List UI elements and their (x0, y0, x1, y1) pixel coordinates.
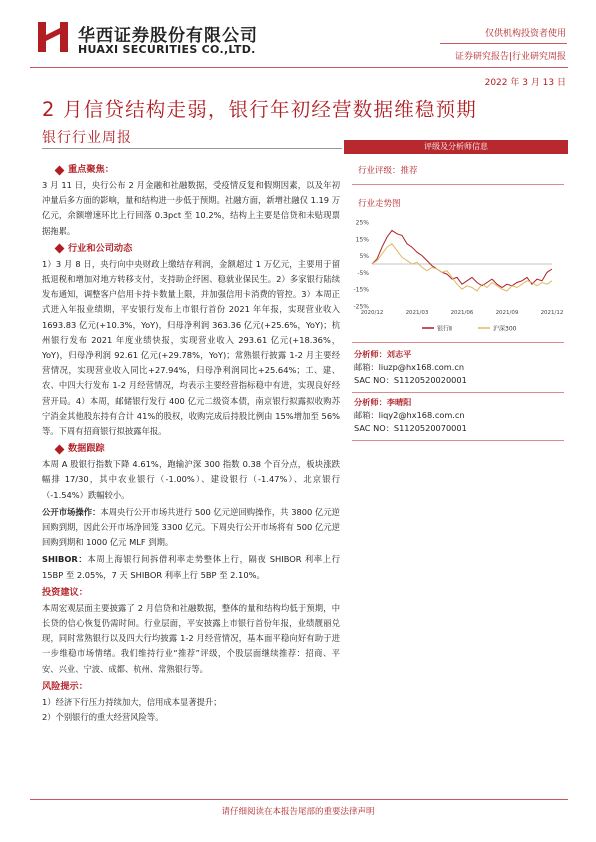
header-divider (440, 43, 567, 44)
x-tick-label: 2021/12 (540, 310, 564, 316)
legend-label: 沪深300 (493, 325, 517, 333)
risk-item: 1）经济下行压力持续加大，信用成本显著提升； (42, 696, 222, 707)
chart-title: 行业走势图 (358, 199, 401, 209)
report-subtitle: 银行行业周报 (42, 130, 132, 146)
y-tick-label: 25% (355, 219, 369, 227)
shibor-label: SHIBOR： (42, 554, 88, 565)
brand-name-en: HUAXI SECURITIES CO.,LTD. (78, 43, 256, 56)
sidebar-heading: 评级及分析师信息 (424, 142, 488, 151)
analyst-sac: SAC NO：S1120520070001 (354, 423, 467, 433)
analyst-name: 分析师：李晴阳 (354, 397, 412, 407)
brand-name-cn: 华西证券股份有限公司 (78, 26, 258, 46)
subtitle-rule (42, 148, 342, 149)
section-risk-heading: 风险提示： (42, 680, 88, 692)
y-tick-label: -25% (353, 303, 369, 311)
sidebar-divider (352, 392, 564, 393)
x-tick-label: 2021/06 (450, 310, 474, 316)
advice-paragraph: 本周宏观层面主要披露了 2 月信贷和社融数据，整体的量和结构均低于预期，中长贷的信心恢复仍需时间。行业层面，平安披露上市银行首份年报，业绩靓丽兑现，同时常熟银行以及四大行均披露 1-2 月经营情况，基本面平稳向好有助于进一步维稳市场情绪。我们维持行业“推荐”评级，个股层面继续推荐：招商、平安、兴业、宁波、成都、杭州、常熟银行等。 (42, 602, 340, 674)
footer-rule (30, 799, 568, 800)
y-tick-label: 5% (359, 253, 369, 261)
x-tick-label: 2020/12 (360, 310, 384, 316)
section-advice-heading: 投资建议： (42, 586, 88, 598)
diamond-bullet-icon (55, 165, 65, 175)
huaxi-logo-icon (38, 22, 68, 52)
risk-item: 2）个别银行的重大经营风险等。 (42, 712, 164, 723)
report-header (0, 0, 596, 70)
analyst-block (354, 396, 467, 435)
legal-footer[interactable]: 请仔细阅读在本报告尾部的重要法律声明 (221, 807, 375, 817)
tracking-paragraph: 本周 A 股银行指数下降 4.61%，跑输沪深 300 指数 0.38 个百分点，板块涨跌幅排 17/30，其中农业银行（-1.00%）、建设银行（-1.47%）、北京银行（-1.54%）跌幅较小。 (42, 459, 340, 500)
analyst-email[interactable]: 邮箱：liqy2@hx168.com.cn (354, 410, 465, 420)
x-tick-label: 2021/03 (405, 310, 429, 316)
shibor-body: 本周上海银行间拆借利率走势整体上行，隔夜 SHIBOR 利率上行 15BP 至 2.05%，7 天 SHIBOR 利率上行 5BP 至 2.10%。 (42, 554, 340, 580)
open-market-body: 本周央行公开市场共进行 500 亿元逆回购操作，共 3800 亿元逆回购到期，因此公开市场净回笼 3300 亿元。下周央行公开市场将有 500 亿元逆回购到期和 1000 亿元 MLF 到期。 (42, 506, 340, 548)
industry-rating: 行业评级：推荐 (358, 166, 418, 176)
analyst-name: 分析师：刘志平 (354, 349, 412, 359)
analyst-block (354, 348, 467, 387)
sidebar-divider (352, 440, 564, 441)
header-rule (30, 67, 568, 68)
open-market-label: 公开市场操作： (42, 506, 101, 517)
y-tick-label: 15% (355, 236, 369, 244)
shibor-paragraph (42, 552, 340, 582)
series-line-bank (372, 230, 552, 287)
industry-trend-chart (346, 214, 564, 338)
sidebar-divider (352, 342, 564, 343)
analyst-email[interactable]: 邮箱：liuzp@hx168.com.cn (354, 362, 465, 372)
report-category: 证券研究报告|行业研究周报 (454, 52, 566, 62)
analyst-sac: SAC NO：S1120520020001 (354, 375, 467, 385)
y-tick-label: -5% (357, 269, 369, 277)
report-date: 2022 年 3 月 13 日 (484, 78, 566, 88)
section-industry-heading: 行业和公司动态 (42, 241, 340, 257)
industry-paragraph: 1）3 月 8 日，央行向中央财政上缴结存利润，金额超过 1 万亿元，主要用于留抵退税和增加对地方转移支付，支持助企纾困、稳就业保民生。2）多家银行陆续发布通知，调整客户信用卡持卡数量上限，并加强信用卡消费的管控。3）本周正式进入年报业绩期，平安银行发布上市银行首份 2021 年年报，实现营业收入 1693.83 亿元(+10.3%，YoY)，归母净利润 363.36 亿元(+25.6%，YoY)；杭州银行发布 2021 年度业绩快报，实现营业收入 293.61 亿元(+18.36%，YoY)，归母净利润 92.61 亿元(+29.78%，YoY)；常熟银行披露 1-2 月主要经营情况，实现营业收入同比+27.94%，归母净利润同比+25.64%；工、建、农、中四大行发布 1-2 月经营情况，均表示主要经营指标稳中有进，实现良好经营开局。4）本周，邮储银行发行 400 亿元二级资本债，南京银行拟露拟收购苏宁消金其他股东持有合计 41%的股权，收购完成后持股比例由 15%增加至 56%等。下周有招商银行拟披露年报。 (42, 258, 340, 437)
legend-label: 银行Ⅱ (437, 325, 452, 333)
focus-paragraph: 3 月 11 日，央行公布 2 月金融和社融数据，受疫情反复和假期因素，以及年初冲量后多方面的影响，量和结构进一步低于预期。社融方面，新增社融仅 1.19 万亿元，余额增速环比上行回落 0.3pct 至 10.2%，结构上主要是信贷和未贴现票据拖累。 (42, 180, 340, 236)
y-tick-label: -15% (353, 286, 369, 294)
sidebar-divider (352, 184, 564, 185)
report-title: 2 月信贷结构走弱，银行年初经营数据维稳预期 (42, 98, 478, 121)
section-focus-heading: 重点聚焦： (42, 162, 340, 178)
section-tracking-heading: 数据跟踪 (42, 441, 340, 457)
x-tick-label: 2021/09 (495, 310, 519, 316)
diamond-bullet-icon (55, 244, 65, 254)
open-market-paragraph (42, 505, 340, 551)
diamond-bullet-icon (55, 444, 65, 454)
audience-note: 仅供机构投资者使用 (484, 29, 566, 39)
main-content (42, 162, 340, 725)
